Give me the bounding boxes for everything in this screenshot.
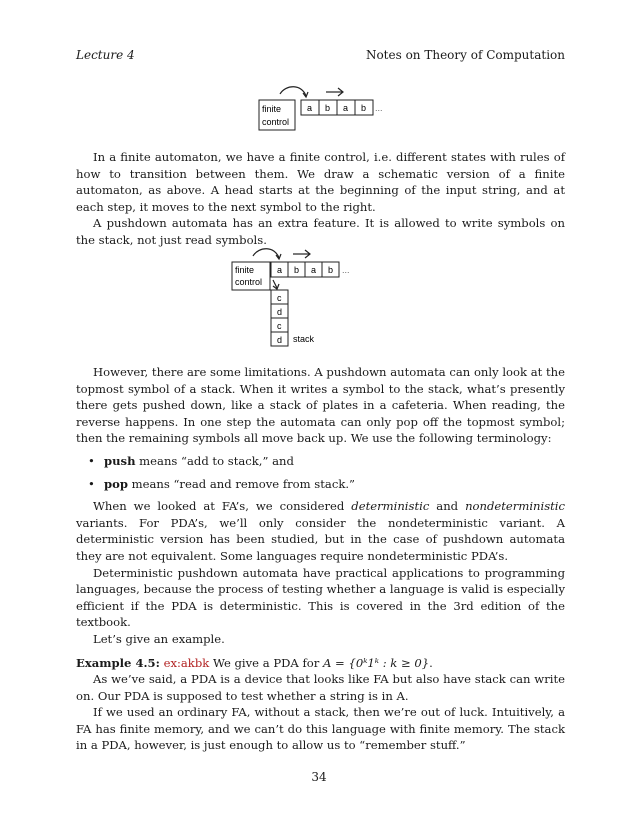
running-header-right: Notes on Theory of Computation (365, 48, 565, 62)
example-math: A = {0ᵏ1ᵏ : k ≥ 0} (322, 655, 430, 670)
terminology-list (76, 453, 565, 492)
page-number: 34 (311, 770, 327, 784)
paragraph: A pushdown automata has an extra feature. It is allowed to write symbols on the stack, not just read symbols. (76, 216, 565, 247)
tape-cell: b (294, 265, 300, 275)
tape-cell: a (343, 103, 349, 113)
text-run: variants. For PDA’s, we’ll only consider the nondeterministic variant. A deterministic version has been studied, but in the case of pushdown automata they are not equivalent. Some languages require nondeterministic PDA’s. (76, 515, 565, 563)
control-label-line2: control (235, 277, 263, 287)
stack-cell: c (277, 321, 282, 331)
term-pop: pop (104, 476, 128, 491)
tape-cell: a (307, 103, 313, 113)
example-label: Example 4.5: (76, 655, 160, 670)
paragraph: If we used an ordinary FA, without a stack, then we’re out of luck. Intuitively, a FA has finite memory, and we can’t do this language with finite memory. The stack in a PDA, however, is just enough to allow us to “remember stuff.” (76, 705, 565, 753)
stack-label: stack (293, 334, 315, 344)
body-text (76, 364, 565, 754)
emphasis-nondeterministic: nondeterministic (465, 499, 566, 514)
tape-cell: b (328, 265, 334, 275)
text-run: We give a PDA for (209, 655, 323, 670)
stack-cell: d (277, 307, 283, 317)
term-push: push (104, 453, 136, 468)
paragraph: Deterministic pushdown automata have practical applications to programming languages, because the process of testing whether a language is valid is especially efficient if the PDA is deterministic. This is covered in the 3rd edition of the textbook. (76, 565, 565, 630)
tape-ellipsis: ... (375, 103, 383, 113)
tape-cell: a (311, 265, 317, 275)
example-heading (76, 655, 565, 672)
intro-paragraphs (76, 149, 565, 249)
text-run: When we looked at FA’s, we considered (93, 499, 352, 514)
paragraph: However, there are some limitations. A pushdown automata can only look at the topmost symbol of a stack. When it writes a symbol to the stack, what’s presently there gets pushed down, like a stack of plates in a cafeteria. When reading, the reverse happens. In one step the automata can only pop off the topmost symbol; then the remaining symbols all move back up. We use the following terminology: (76, 365, 565, 446)
list-item (76, 453, 565, 470)
running-header-left: Lecture 4 (76, 48, 135, 62)
tape-cell: b (325, 103, 331, 113)
control-label-line1: finite (235, 265, 255, 275)
figure-pushdown-automaton (231, 244, 361, 348)
emphasis-deterministic: deterministic (351, 499, 430, 514)
stack-cell: d (277, 335, 283, 345)
control-label-line2: control (262, 117, 290, 127)
paragraph: In a finite automaton, we have a finite control, i.e. different states with rules of how to transition between them. We draw a schematic version of a finite automaton, as above. A head starts at the beginning of the input string, and at each step, it moves to the next symbol to the right. (76, 150, 565, 214)
figure-finite-automaton (258, 82, 388, 134)
paragraph: As we’ve said, a PDA is a device that looks like FA but also have stack can write on. Our PDA is supposed to test whether a string is in A. (76, 672, 565, 703)
tape-cell: b (361, 103, 367, 113)
example-ref: ex:akbk (163, 655, 210, 670)
stack-cell: c (277, 293, 282, 303)
list-item (76, 476, 565, 493)
paragraph: Let’s give an example. (93, 631, 225, 646)
term-pop-definition: means “read and remove from stack.” (127, 476, 355, 491)
term-push-definition: means “add to stack,” and (135, 453, 294, 468)
tape-cell: a (277, 265, 283, 275)
text-run: . (429, 655, 433, 670)
paragraph (76, 498, 565, 564)
tape-ellipsis: ... (342, 265, 350, 275)
control-label-line1: finite (262, 104, 282, 114)
text-run: and (429, 499, 466, 514)
